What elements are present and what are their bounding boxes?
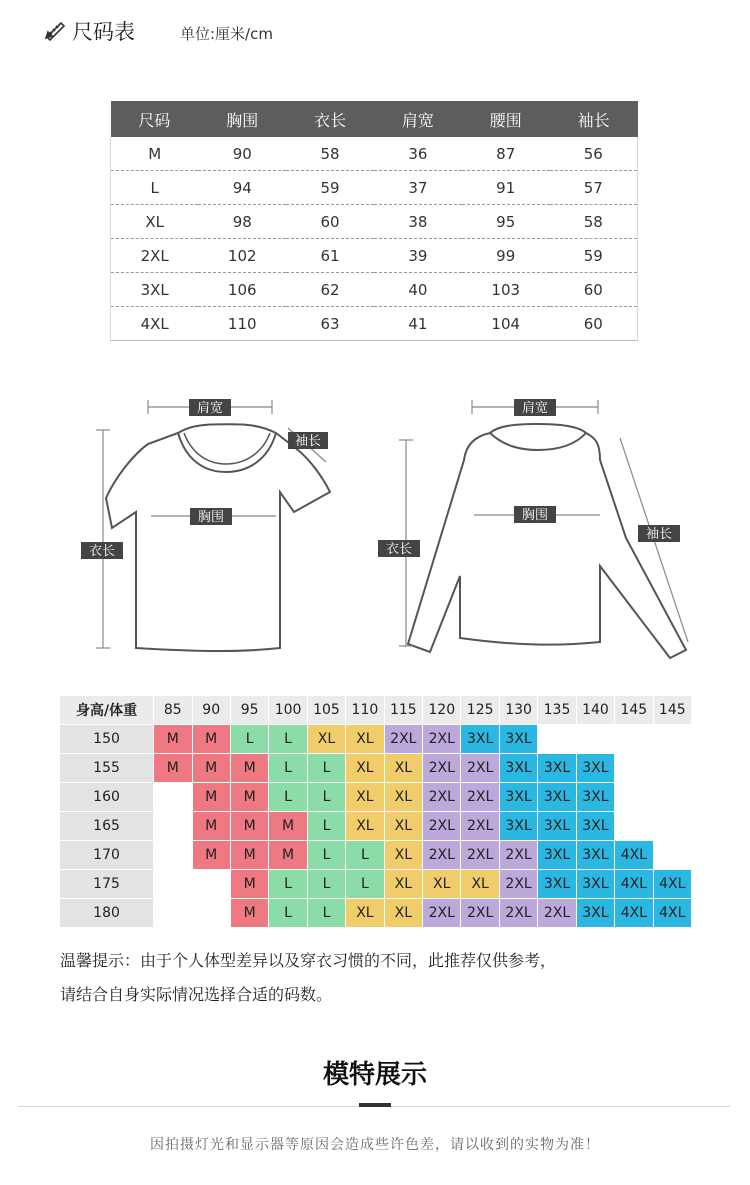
size-cell: 2XL: [461, 783, 499, 812]
table-cell: 56: [550, 137, 638, 171]
size-recommendation-table: [60, 696, 692, 928]
size-cell: M: [154, 754, 192, 783]
table-cell: 61: [286, 239, 374, 273]
size-cell: [577, 725, 615, 754]
size-table: [110, 101, 638, 341]
length-label-long: [378, 540, 420, 557]
height-cell: 170: [60, 841, 154, 870]
table-row: [111, 171, 638, 205]
tip-line-2: 请结合自身实际情况选择合适的码数。: [60, 985, 333, 1004]
size-cell: L: [346, 841, 384, 870]
size-cell: L: [308, 899, 346, 928]
table-cell: M: [111, 137, 199, 171]
size-cell: M: [193, 783, 231, 812]
table-cell: 60: [286, 205, 374, 239]
table-row: [60, 783, 692, 812]
size-cell: M: [231, 754, 269, 783]
size-cell: L: [308, 870, 346, 899]
size-cell: [154, 899, 192, 928]
size-cell: [654, 725, 692, 754]
table-cell: XL: [111, 205, 199, 239]
weight-header: 95: [231, 696, 269, 725]
table-cell: 40: [374, 273, 462, 307]
size-cell: 2XL: [500, 841, 538, 870]
table-cell: 36: [374, 137, 462, 171]
size-cell: XL: [385, 899, 423, 928]
table-row: [111, 239, 638, 273]
size-cell: 2XL: [500, 899, 538, 928]
size-cell: XL: [346, 812, 384, 841]
size-cell: 3XL: [577, 899, 615, 928]
size-cell: [538, 725, 576, 754]
size-cell: XL: [385, 812, 423, 841]
size-cell: [615, 783, 653, 812]
size-table-header: 尺码: [111, 101, 199, 137]
size-cell: [154, 841, 192, 870]
size-cell: XL: [461, 870, 499, 899]
size-cell: 2XL: [423, 812, 461, 841]
size-cell: XL: [346, 725, 384, 754]
height-cell: 180: [60, 899, 154, 928]
table-cell: 39: [374, 239, 462, 273]
table-cell: 98: [198, 205, 286, 239]
table-cell: 57: [550, 171, 638, 205]
size-cell: L: [269, 870, 307, 899]
table-cell: L: [111, 171, 199, 205]
shoulder-label: [189, 399, 231, 416]
size-cell: 3XL: [577, 841, 615, 870]
size-cell: M: [154, 725, 192, 754]
size-cell: 3XL: [577, 812, 615, 841]
weight-header: 125: [461, 696, 499, 725]
size-cell: [654, 841, 692, 870]
size-tip: [60, 944, 700, 1012]
svg-text:胸围: 胸围: [521, 508, 549, 523]
size-cell: L: [308, 841, 346, 870]
height-cell: 155: [60, 754, 154, 783]
unit-label: 单位:厘米/cm: [180, 25, 273, 43]
size-cell: L: [308, 812, 346, 841]
table-cell: 62: [286, 273, 374, 307]
size-cell: XL: [385, 754, 423, 783]
size-cell: [154, 812, 192, 841]
weight-header: 90: [193, 696, 231, 725]
size-cell: L: [269, 725, 307, 754]
size-cell: 3XL: [461, 725, 499, 754]
table-cell: 60: [550, 307, 638, 341]
size-cell: L: [346, 870, 384, 899]
size-cell: XL: [346, 754, 384, 783]
size-cell: 3XL: [538, 754, 576, 783]
size-cell: L: [269, 754, 307, 783]
weight-header: 140: [577, 696, 615, 725]
tshirt-diagram: [76, 380, 346, 670]
color-disclaimer: 因拍摄灯光和显示器等原因会造成些许色差，请以收到的实物为准！: [150, 1137, 600, 1153]
size-cell: L: [269, 783, 307, 812]
size-cell: XL: [385, 783, 423, 812]
ruler-pencil-icon: [44, 20, 66, 42]
size-cell: L: [231, 725, 269, 754]
size-cell: 2XL: [461, 899, 499, 928]
svg-text:肩宽: 肩宽: [521, 401, 549, 416]
table-cell: 90: [198, 137, 286, 171]
chest-label: [190, 508, 232, 525]
table-cell: 103: [462, 273, 550, 307]
table-cell: 59: [550, 239, 638, 273]
table-row: [111, 273, 638, 307]
table-cell: 41: [374, 307, 462, 341]
table-row: [60, 725, 692, 754]
weight-header: 100: [269, 696, 307, 725]
table-cell: 58: [550, 205, 638, 239]
height-cell: 150: [60, 725, 154, 754]
weight-header: 85: [154, 696, 192, 725]
size-cell: [615, 812, 653, 841]
size-cell: L: [308, 754, 346, 783]
size-cell: M: [193, 841, 231, 870]
size-cell: 3XL: [538, 870, 576, 899]
size-cell: [654, 812, 692, 841]
table-cell: 102: [198, 239, 286, 273]
model-section-title: 模特展示: [322, 1060, 427, 1090]
size-cell: 3XL: [577, 870, 615, 899]
table-cell: 60: [550, 273, 638, 307]
size-cell: [615, 725, 653, 754]
table-row: [111, 307, 638, 341]
table-cell: 2XL: [111, 239, 199, 273]
size-cell: M: [231, 783, 269, 812]
size-cell: 3XL: [538, 841, 576, 870]
table-cell: 104: [462, 307, 550, 341]
table-cell: 91: [462, 171, 550, 205]
height-weight-header: 身高/体重: [60, 696, 154, 725]
size-cell: M: [193, 725, 231, 754]
section-divider-mark: [359, 1103, 391, 1107]
size-cell: M: [231, 812, 269, 841]
weight-header: 145: [654, 696, 692, 725]
height-cell: 165: [60, 812, 154, 841]
tshirt-outline: [106, 424, 330, 651]
table-cell: 99: [462, 239, 550, 273]
size-cell: L: [308, 783, 346, 812]
size-cell: [193, 899, 231, 928]
svg-text:胸围: 胸围: [197, 510, 225, 525]
weight-header: 110: [346, 696, 384, 725]
size-cell: M: [193, 812, 231, 841]
size-cell: 3XL: [500, 725, 538, 754]
table-cell: 59: [286, 171, 374, 205]
size-cell: M: [269, 812, 307, 841]
size-cell: 2XL: [423, 841, 461, 870]
size-cell: 2XL: [461, 812, 499, 841]
size-cell: XL: [346, 783, 384, 812]
size-cell: M: [231, 870, 269, 899]
tip-line-1: 温馨提示：由于个人体型差异以及穿衣习惯的不同，此推荐仅供参考，: [60, 951, 557, 970]
table-row: [60, 754, 692, 783]
weight-header: 105: [308, 696, 346, 725]
svg-text:肩宽: 肩宽: [196, 401, 224, 416]
size-cell: [654, 783, 692, 812]
size-cell: M: [231, 899, 269, 928]
table-cell: 110: [198, 307, 286, 341]
size-cell: [193, 870, 231, 899]
shoulder-label-long: [514, 399, 556, 416]
svg-text:衣长: 衣长: [385, 542, 413, 557]
table-row: [60, 812, 692, 841]
size-table-header: 肩宽: [374, 101, 462, 137]
size-cell: 3XL: [577, 783, 615, 812]
height-cell: 175: [60, 870, 154, 899]
size-cell: 2XL: [423, 754, 461, 783]
table-row: [60, 870, 692, 899]
long-sleeve-diagram: [374, 380, 714, 670]
sleeve-label: [288, 432, 328, 449]
table-row: [111, 205, 638, 239]
size-cell: M: [231, 841, 269, 870]
svg-text:衣长: 衣长: [88, 544, 116, 559]
size-cell: [615, 754, 653, 783]
size-cell: 2XL: [461, 841, 499, 870]
size-cell: 2XL: [385, 725, 423, 754]
table-cell: 4XL: [111, 307, 199, 341]
size-cell: XL: [385, 870, 423, 899]
size-cell: 2XL: [423, 725, 461, 754]
table-row: [111, 137, 638, 171]
table-row: [60, 841, 692, 870]
size-cell: [154, 870, 192, 899]
header: [44, 16, 273, 46]
size-cell: 2XL: [461, 754, 499, 783]
size-table-header: 胸围: [198, 101, 286, 137]
size-cell: [154, 783, 192, 812]
table-cell: 3XL: [111, 273, 199, 307]
height-cell: 160: [60, 783, 154, 812]
size-table-header: 腰围: [462, 101, 550, 137]
size-cell: 3XL: [500, 812, 538, 841]
size-table-header: 袖长: [550, 101, 638, 137]
size-cell: M: [193, 754, 231, 783]
size-cell: 3XL: [500, 783, 538, 812]
size-cell: 2XL: [500, 870, 538, 899]
size-cell: XL: [308, 725, 346, 754]
table-cell: 94: [198, 171, 286, 205]
table-cell: 106: [198, 273, 286, 307]
chest-label-long: [514, 506, 556, 523]
size-cell: L: [269, 899, 307, 928]
size-cell: M: [269, 841, 307, 870]
weight-header: 130: [500, 696, 538, 725]
size-cell: 4XL: [615, 841, 653, 870]
weight-header: 120: [423, 696, 461, 725]
size-cell: XL: [385, 841, 423, 870]
size-cell: XL: [423, 870, 461, 899]
table-cell: 37: [374, 171, 462, 205]
table-cell: 38: [374, 205, 462, 239]
size-cell: 4XL: [615, 870, 653, 899]
size-cell: 3XL: [500, 754, 538, 783]
size-cell: 2XL: [423, 783, 461, 812]
svg-text:袖长: 袖长: [645, 527, 673, 542]
weight-header: 115: [385, 696, 423, 725]
size-cell: 4XL: [654, 899, 692, 928]
weight-header: 135: [538, 696, 576, 725]
size-cell: 4XL: [615, 899, 653, 928]
size-cell: 4XL: [654, 870, 692, 899]
size-cell: 2XL: [538, 899, 576, 928]
weight-header: 145: [615, 696, 653, 725]
page-title: 尺码表: [72, 20, 135, 44]
table-cell: 63: [286, 307, 374, 341]
length-label: [81, 542, 123, 559]
svg-text:袖长: 袖长: [294, 434, 322, 449]
table-row: [60, 899, 692, 928]
size-cell: 3XL: [577, 754, 615, 783]
size-cell: XL: [346, 899, 384, 928]
sleeve-label-long: [638, 525, 680, 542]
size-cell: 3XL: [538, 812, 576, 841]
size-cell: [654, 754, 692, 783]
size-cell: 2XL: [423, 899, 461, 928]
size-cell: 3XL: [538, 783, 576, 812]
table-cell: 58: [286, 137, 374, 171]
size-table-header: 衣长: [286, 101, 374, 137]
table-cell: 95: [462, 205, 550, 239]
table-cell: 87: [462, 137, 550, 171]
